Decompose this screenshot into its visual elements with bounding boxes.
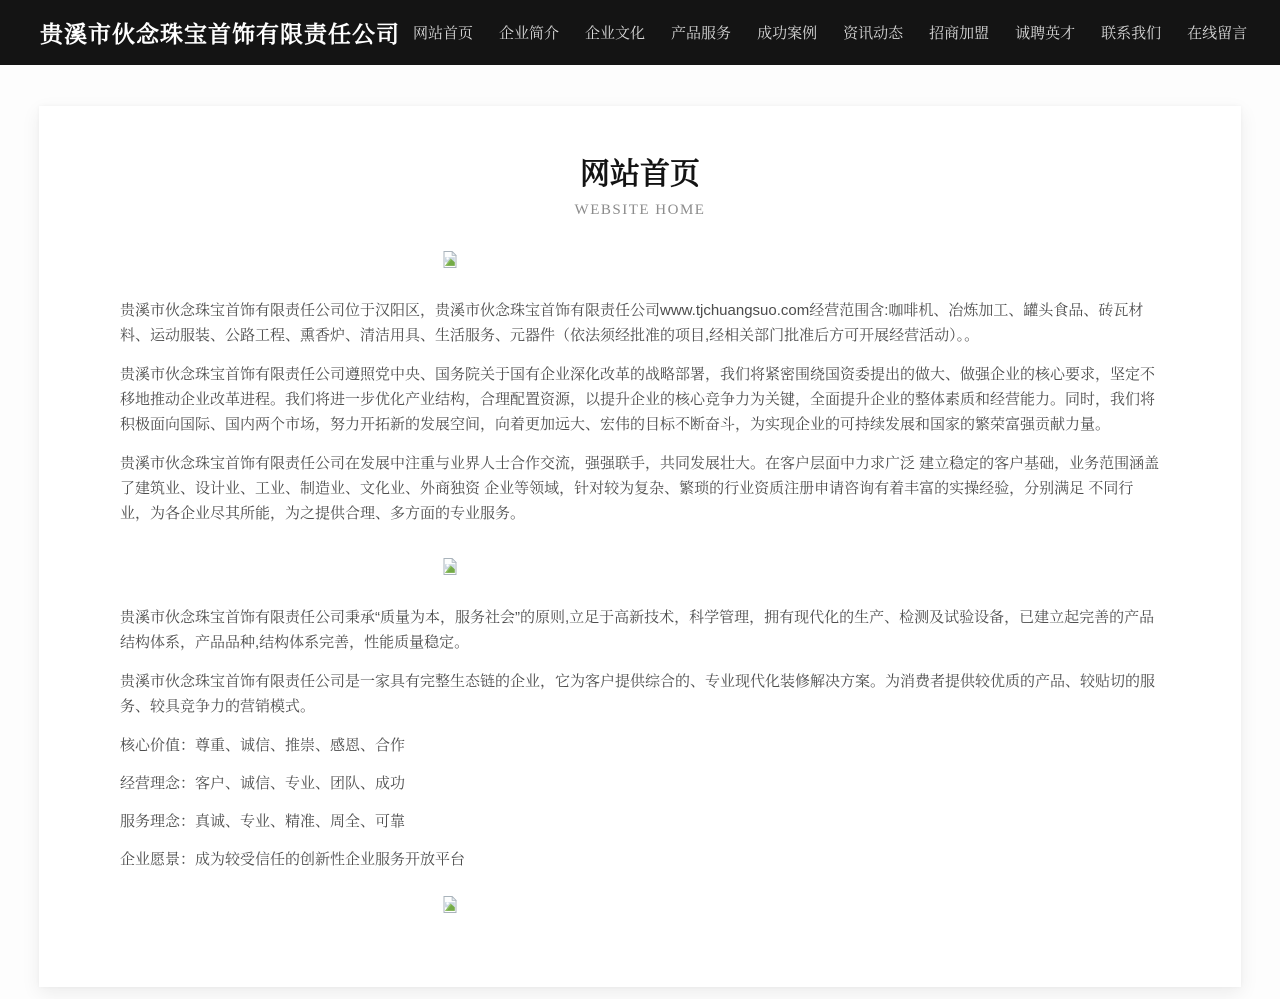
broken-image-icon bbox=[443, 896, 457, 913]
value-line: 经营理念：客户、诚信、专业、团队、成功 bbox=[120, 775, 406, 792]
value-line: 服务理念：真诚、专业、精准、周全、可靠 bbox=[120, 813, 406, 830]
nav-link[interactable]: 产品服务 bbox=[671, 25, 732, 42]
paragraph: 贵溪市伙念珠宝首饰有限责任公司位于汉阳区，贵溪市伙念珠宝首饰有限责任公司www.tjchuangsuo.com经营范围含:咖啡机、冶炼加工、罐头食品、砖瓦材料、运动服装、公路工程、熏香炉、清洁用具、生活服务、元器件（依法须经批准的项目,经相关部门批准后方可开展经营活动）。。 bbox=[120, 302, 1144, 344]
nav-link[interactable]: 招商加盟 bbox=[929, 25, 990, 42]
value-line: 企业愿景：成为较受信任的创新性企业服务开放平台 bbox=[120, 851, 466, 868]
nav-link[interactable]: 成功案例 bbox=[757, 25, 818, 42]
page-subtitle: WEBSITE HOME bbox=[574, 202, 706, 218]
broken-image-icon bbox=[443, 558, 457, 575]
paragraph: 贵溪市伙念珠宝首饰有限责任公司遵照党中央、国务院关于国有企业深化改革的战略部署，我们将紧密围绕国资委提出的做大、做强企业的核心要求，坚定不移地推动企业改革进程。我们将进一步优化产业结构，合理配置资源，以提升企业的核心竞争力为关键，全面提升企业的整体素质和经营能力。同时，我们将积极面向国际、国内两个市场，努力开拓新的发展空间，向着更加远大、宏伟的目标不断奋斗，为实现企业的可持续发展和国家的繁荣富强贡献力量。 bbox=[120, 366, 1156, 433]
nav-link[interactable]: 诚聘英才 bbox=[1015, 25, 1076, 42]
nav-link[interactable]: 网站首页 bbox=[413, 25, 474, 42]
nav-link[interactable]: 企业简介 bbox=[499, 25, 560, 42]
intro-section bbox=[120, 298, 1160, 526]
value-line: 核心价值：尊重、诚信、推崇、感恩、合作 bbox=[120, 737, 406, 754]
detail-section bbox=[120, 605, 1160, 719]
image-placeholder-row bbox=[120, 558, 1160, 575]
site-title: 贵溪市伙念珠宝首饰有限责任公司 bbox=[40, 21, 400, 47]
nav-link[interactable]: 资讯动态 bbox=[843, 25, 904, 42]
page-main bbox=[0, 106, 1280, 987]
nav-link[interactable]: 联系我们 bbox=[1101, 25, 1162, 42]
main-nav bbox=[400, 22, 1247, 43]
nav-link[interactable]: 在线留言 bbox=[1187, 25, 1248, 42]
values-section bbox=[120, 733, 1160, 872]
paragraph: 贵溪市伙念珠宝首饰有限责任公司秉承“质量为本，服务社会”的原则,立足于高新技术，科学管理，拥有现代化的生产、检测及试验设备，已建立起完善的产品结构体系，产品品种,结构体系完善，性能质量稳定。 bbox=[120, 609, 1155, 651]
paragraph: 贵溪市伙念珠宝首饰有限责任公司是一家具有完整生态链的企业，它为客户提供综合的、专业现代化装修解决方案。为消费者提供较优质的产品、较贴切的服务、较具竞争力的营销模式。 bbox=[120, 673, 1156, 715]
content-card bbox=[39, 106, 1241, 987]
site-header bbox=[0, 0, 1280, 65]
image-placeholder-row bbox=[120, 896, 1160, 913]
nav-link[interactable]: 企业文化 bbox=[585, 25, 646, 42]
broken-image-icon bbox=[443, 251, 457, 268]
page-title: 网站首页 bbox=[580, 158, 700, 191]
image-placeholder-row bbox=[120, 251, 1160, 268]
paragraph: 贵溪市伙念珠宝首饰有限责任公司在发展中注重与业界人士合作交流，强强联手，共同发展壮大。在客户层面中力求广泛 建立稳定的客户基础，业务范围涵盖了建筑业、设计业、工业、制造业、文化业、外商独资 企业等领域，针对较为复杂、繁琐的行业资质注册申请咨询有着丰富的实操经验，分别满足 不同行业，为各企业尽其所能，为之提供合理、多方面的专业服务。 bbox=[120, 455, 1160, 522]
